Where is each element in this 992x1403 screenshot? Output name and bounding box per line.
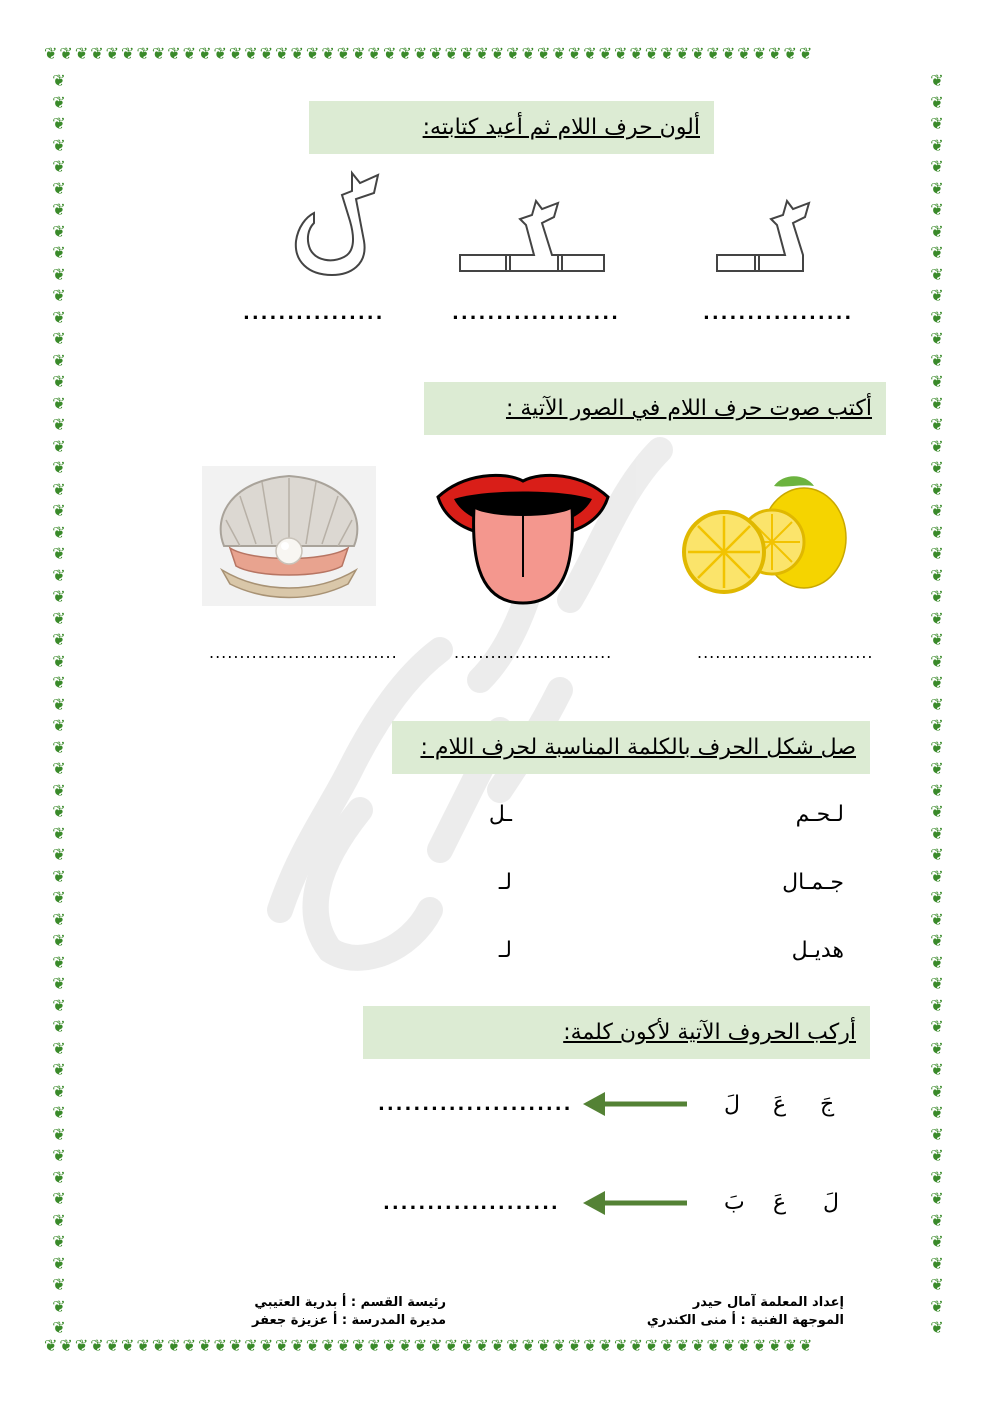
pearl-shell-image (202, 466, 376, 606)
lam-initial-outline (715, 195, 815, 275)
page-border-left: ❦ ❦ ❦ ❦ ❦ ❦ ❦ ❦ ❦ ❦ ❦ ❦ ❦ ❦ ❦ ❦ ❦ ❦ ❦ ❦ ❦ ❦ ❦ ❦ ❦ ❦ ❦ ❦ ❦ ❦ ❦ ❦ ❦ ❦ ❦ ❦ ❦ ❦ ❦ ❦ ❦ ❦ ❦ ❦ ❦ ❦ ❦ ❦ ❦ ❦ ❦ ❦ ❦ ❦ ❦ ❦ ❦ ❦ ❦ (52, 71, 66, 1336)
row2-answer-line[interactable]: .................... (383, 1193, 560, 1214)
page-border-bottom: ❦❦❦❦❦❦❦❦❦❦❦❦❦❦❦❦❦❦❦❦❦❦❦❦❦❦❦❦❦❦❦❦❦❦❦❦❦❦❦❦❦❦❦❦❦❦❦❦❦❦ (44, 1336, 815, 1355)
lam-isolated-outline (290, 165, 390, 280)
row2-letter-1: لَ (823, 1190, 839, 1215)
match-form-2: لـ (498, 870, 512, 895)
section4-heading (363, 1006, 870, 1059)
answer-line-isolated[interactable]: ................ (243, 303, 385, 324)
arrow-left-icon (583, 1091, 691, 1117)
footer-supervisor: الموجهة الفنية : أ منى الكندري (646, 1313, 844, 1328)
row1-letter-3: لَ (724, 1092, 740, 1117)
page-border-right: ❦ ❦ ❦ ❦ ❦ ❦ ❦ ❦ ❦ ❦ ❦ ❦ ❦ ❦ ❦ ❦ ❦ ❦ ❦ ❦ ❦ ❦ ❦ ❦ ❦ ❦ ❦ ❦ ❦ ❦ ❦ ❦ ❦ ❦ ❦ ❦ ❦ ❦ ❦ ❦ ❦ ❦ ❦ ❦ ❦ ❦ ❦ ❦ ❦ ❦ ❦ ❦ ❦ ❦ ❦ ❦ ❦ ❦ ❦ (930, 71, 944, 1336)
section1-heading-text: ألون حرف اللام ثم أعيد كتابته: (422, 115, 700, 140)
match-form-3: لـ (498, 938, 512, 963)
answer-line-lemon[interactable]: ............................. (697, 643, 874, 662)
answer-line-tongue[interactable]: .......................... (454, 643, 613, 662)
lam-medial-outline (458, 195, 608, 275)
row2-letter-2: عَ (773, 1190, 787, 1215)
answer-line-shell[interactable]: ............................... (209, 643, 398, 662)
match-word-1: لـحـم (795, 802, 844, 827)
row1-letter-2: عَ (773, 1092, 787, 1117)
arrow-left-icon (583, 1190, 691, 1216)
row1-letter-1: جَ (820, 1092, 835, 1117)
answer-line-initial[interactable]: ................. (703, 303, 854, 324)
lemon-image (682, 470, 850, 602)
footer-right (647, 1294, 844, 1330)
footer-principal: مديرة المدرسة : أ عزيزة جعفر (252, 1313, 446, 1328)
match-word-2: جـمـال (782, 870, 844, 895)
footer-preparer: إعداد المعلمة آمال حيدر (692, 1295, 844, 1310)
footer-department-head: رئيسة القسم : أ بدرية العتيبي (254, 1295, 446, 1310)
page-border-top: ❦❦❦❦❦❦❦❦❦❦❦❦❦❦❦❦❦❦❦❦❦❦❦❦❦❦❦❦❦❦❦❦❦❦❦❦❦❦❦❦❦❦❦❦❦❦❦❦❦❦ (44, 44, 815, 63)
match-form-1: ـل (488, 802, 512, 827)
section2-heading-text: أكتب صوت حرف اللام في الصور الآتية : (505, 396, 872, 421)
row1-answer-line[interactable]: ...................... (378, 1094, 573, 1115)
section4-heading-text: أركب الحروف الآتية لأكون كلمة: (563, 1020, 856, 1045)
tongue-image (434, 467, 612, 607)
row2-letter-3: بَ (724, 1190, 745, 1215)
footer-left (252, 1294, 446, 1330)
section2-heading (424, 382, 886, 435)
section3-heading-text: صل شكل الحرف بالكلمة المناسبة لحرف اللام : (420, 735, 856, 760)
answer-line-medial[interactable]: ................... (452, 303, 620, 324)
section3-heading (392, 721, 870, 774)
match-word-3: هديـل (791, 938, 844, 963)
section1-heading (309, 101, 714, 154)
